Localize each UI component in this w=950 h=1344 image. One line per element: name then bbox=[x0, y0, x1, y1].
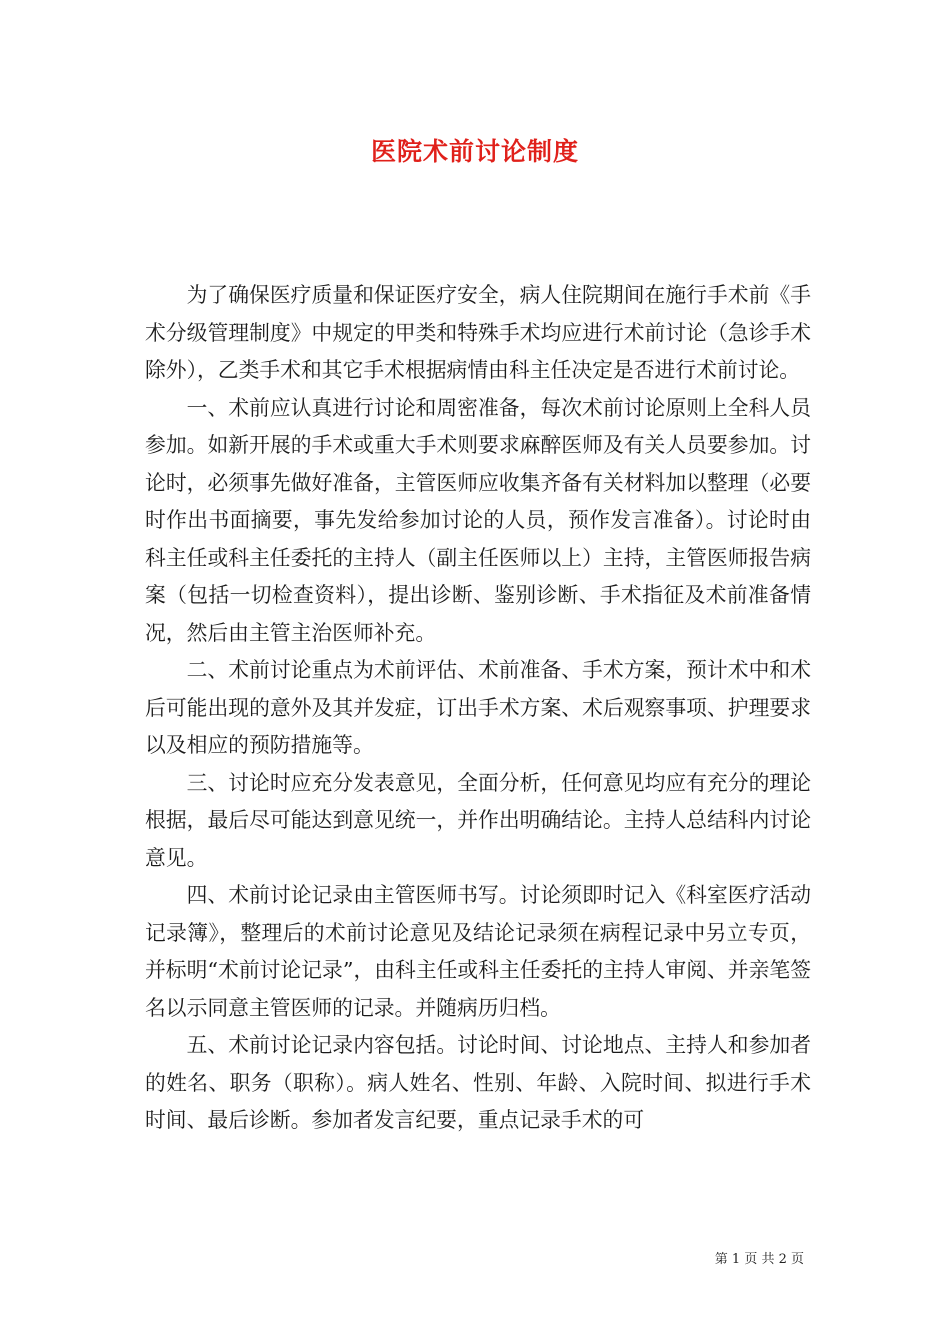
page-number: 第 1 页 共 2 页 bbox=[714, 1252, 804, 1267]
document-body bbox=[145, 277, 811, 1140]
paragraph-4: 四、术前讨论记录由主管医师书写。讨论须即时记入《科室医疗活动记录簿》，整理后的术前讨论意见及结论记录须在病程记录中另立专页，并标明“术前讨论记录”，由科主任或科主任委托的主持人审阅、并亲笔签名以示同意主管医师的记录。并随病历归档。 bbox=[145, 883, 811, 1020]
paragraph-5: 五、术前讨论记录内容包括。讨论时间、讨论地点、主持人和参加者的姓名、职务（职称）。病人姓名、性别、年龄、入院时间、拟进行手术时间、最后诊断。参加者发言纪要，重点记录手术的可 bbox=[145, 1033, 811, 1132]
page-title: 医院术前讨论制度 bbox=[370, 137, 579, 166]
paragraph-1: 一、术前应认真进行讨论和周密准备，每次术前讨论原则上全科人员参加。如新开展的手术或重大手术则要求麻醉医师及有关人员要参加。讨论时，必须事先做好准备，主管医师应收集齐备有关材料加以整理（必要时作出书面摘要，事先发给参加讨论的人员，预作发言准备）。讨论时由科主任或科主任委托的主持人（副主任医师以上）主持，主管医师报告病案（包括一切检查资料），提出诊断、鉴别诊断、手术指征及术前准备情况，然后由主管主治医师补充。 bbox=[145, 395, 811, 645]
paragraph-intro: 为了确保医疗质量和保证医疗安全，病人住院期间在施行手术前《手术分级管理制度》中规定的甲类和特殊手术均应进行术前讨论（急诊手术除外），乙类手术和其它手术根据病情由科主任决定是否进行术前讨论。 bbox=[145, 283, 811, 382]
paragraph-3: 三、讨论时应充分发表意见，全面分析，任何意见均应有充分的理论根据，最后尽可能达到意见统一，并作出明确结论。主持人总结科内讨论意见。 bbox=[145, 770, 811, 870]
paragraph-2: 二、术前讨论重点为术前评估、术前准备、手术方案，预计术中和术后可能出现的意外及其并发症，订出手术方案、术后观察事项、护理要求以及相应的预防措施等。 bbox=[145, 658, 811, 757]
